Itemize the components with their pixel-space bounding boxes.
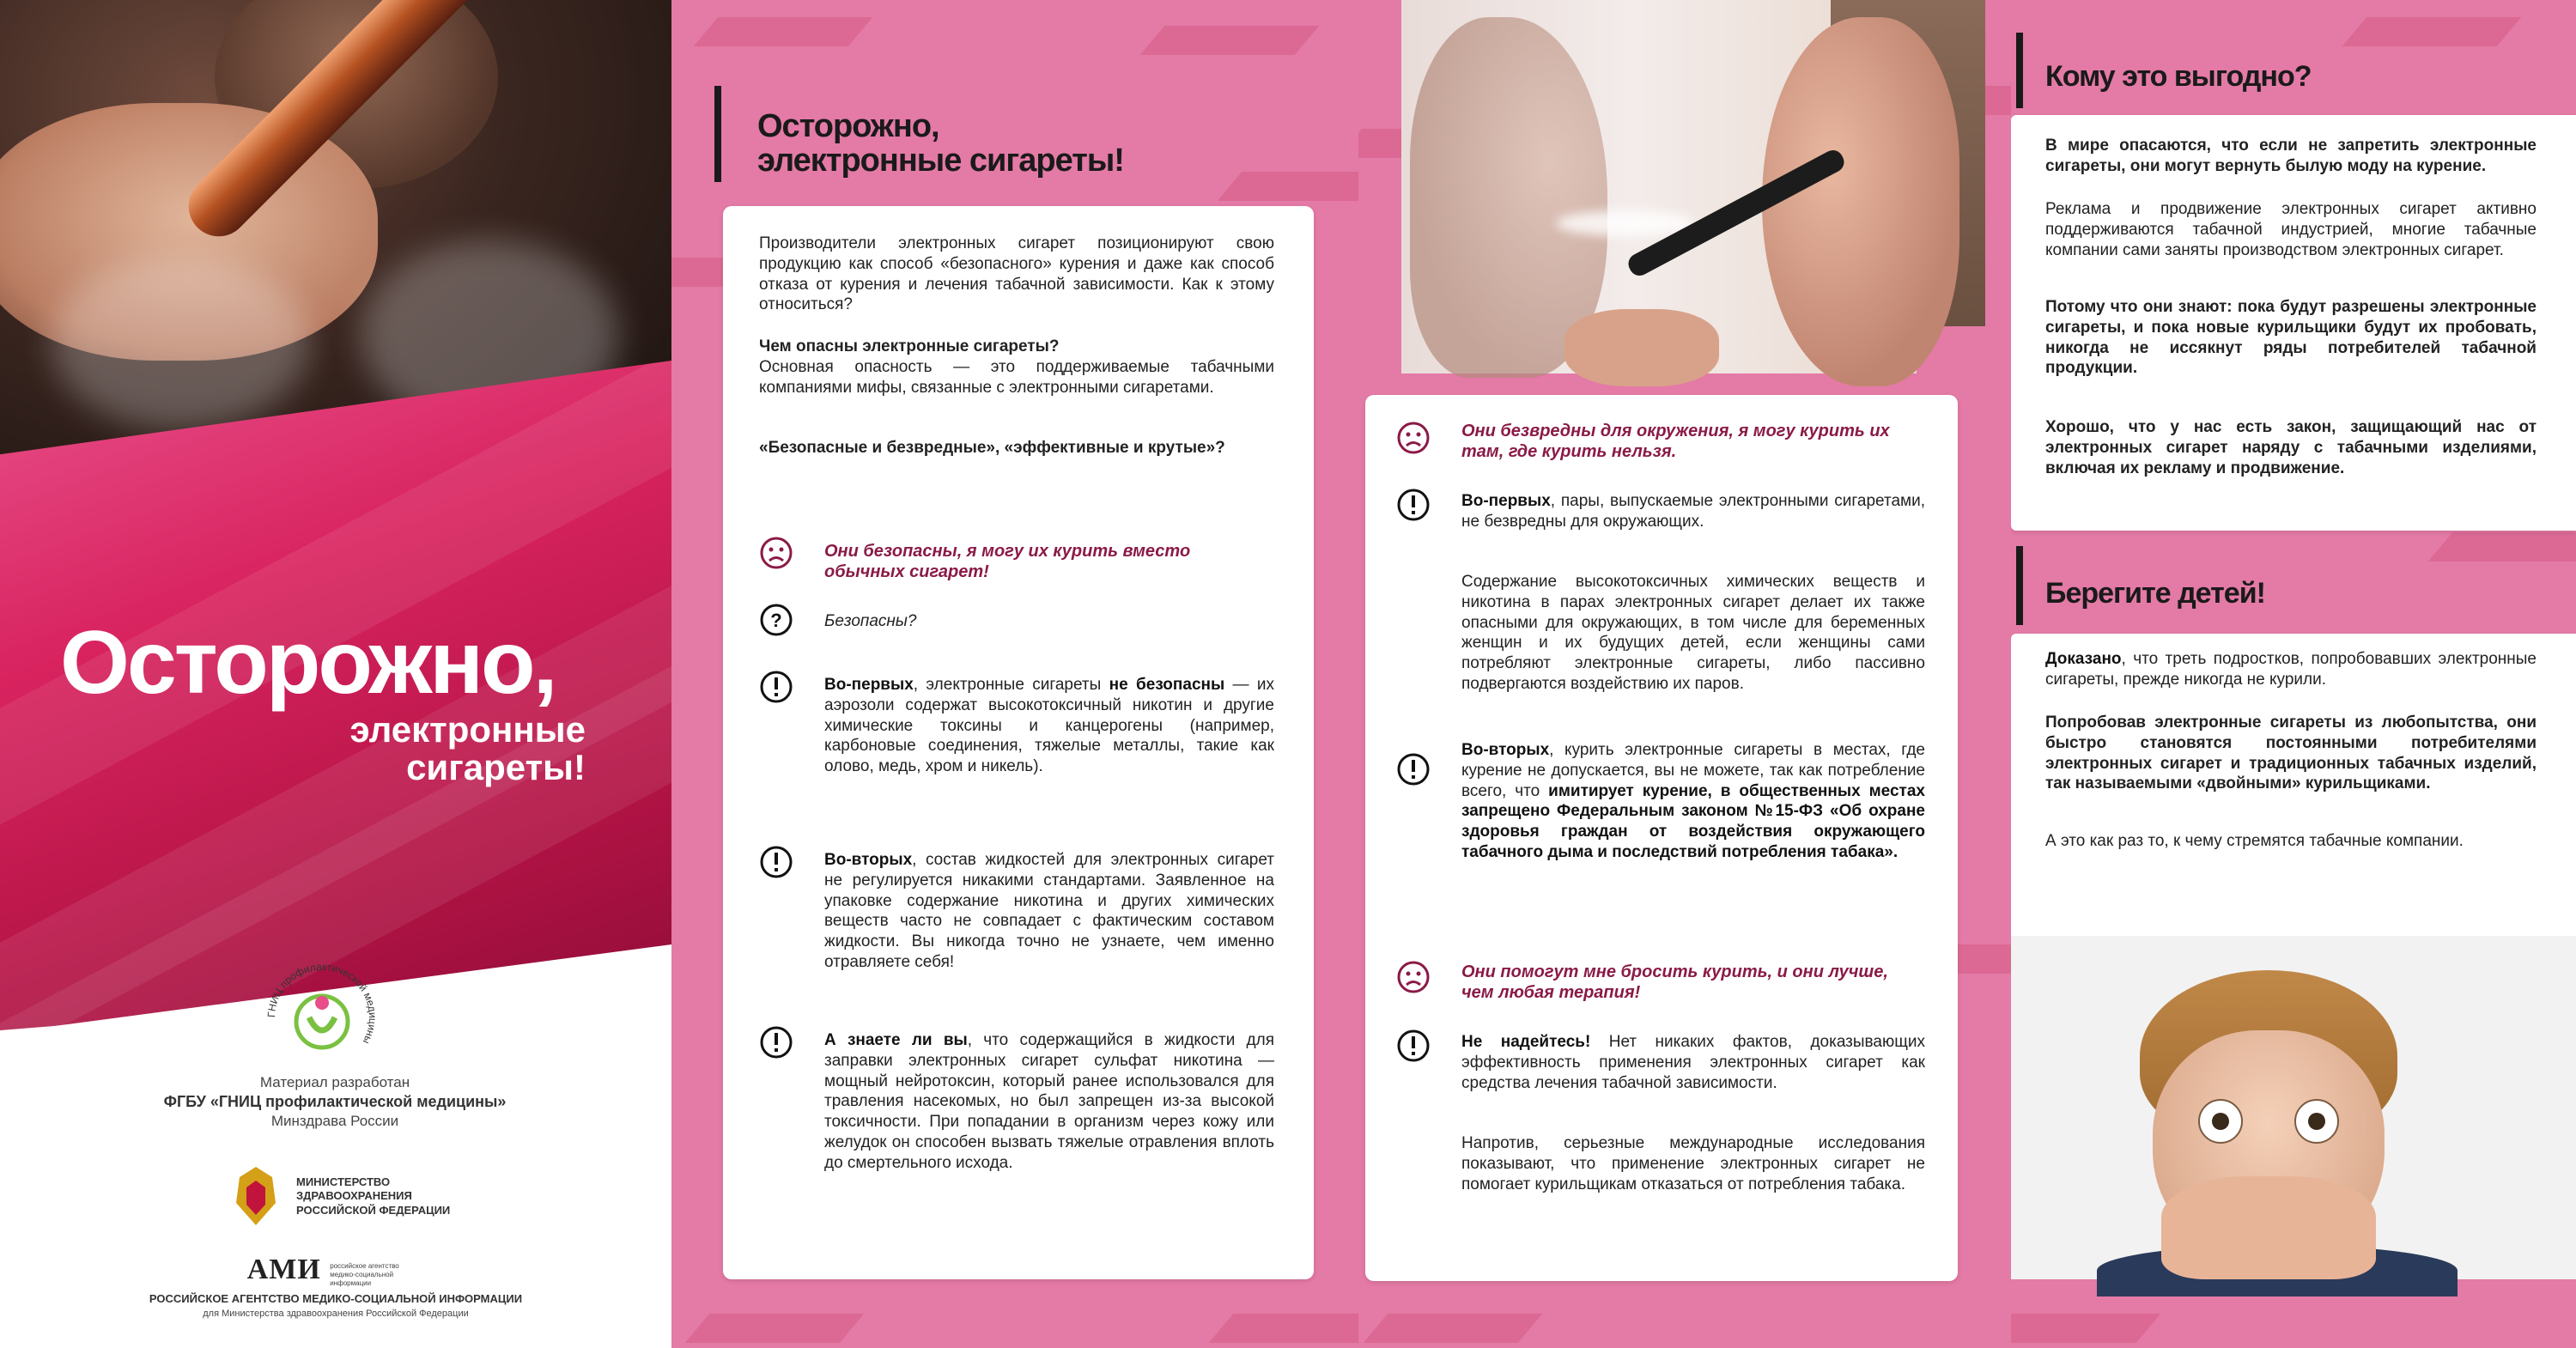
credit-block: Материал разработан ФГБУ «ГНИЦ профилактической медицины» Минздрава России <box>163 1074 507 1130</box>
myth-statement: Они помогут мне бросить курить, и они лучше, чем любая терапия! <box>1461 962 1888 1002</box>
fact-paragraph: Во-первых, пары, выпускаемые электронными сигаретами, не безвредны для окружающих. <box>1461 492 1925 531</box>
panel-who-benefits <box>2011 0 2576 1348</box>
content-card <box>2011 634 2576 936</box>
sad-face-icon <box>759 536 793 570</box>
panel-heading: Осторожно, электронные сигареты! <box>757 108 1124 179</box>
fact-paragraph: Во-первых, электронные сигареты не безопасны — их аэрозоли содержат высокотоксичный никотин и другие химические токсины и канцерогены (например, карбоновые соединения, тяжелые металлы, такие как олово, медь, хром и никель). <box>824 676 1275 775</box>
content-card <box>2011 115 2576 531</box>
exclamation-icon <box>1396 1029 1431 1063</box>
panel-myths-1 <box>671 0 1358 1348</box>
exclamation-icon <box>759 845 793 879</box>
body-paragraph: Реклама и продвижение электронных сигарет активно поддерживаются табачной индустрией, многие табачные компании сами заняты производством электронных сигарет. <box>2045 200 2537 259</box>
fact-paragraph: Напротив, серьезные международные исследования показывают, что применение электронных сигарет не помогает курильщикам отказаться от потребления табака. <box>1461 1134 1925 1193</box>
photo-passive-vaping <box>1401 0 1917 373</box>
exclamation-icon <box>759 670 793 704</box>
fact-paragraph: Во-вторых, состав жидкостей для электронных сигарет не регулируется никакими стандартами. Заявленное на упаковке содержание никотина и других химических веществ часто не совпадает с фактическим составом жидкости. Вы никогда точно не узнаете, чем именно отравляете себя! <box>824 851 1274 971</box>
myths-label: «Безопасные и безвредные», «эффективные и крутые»? <box>759 439 1225 457</box>
body-paragraph: Попробовав электронные сигареты из любопытства, они быстро становятся постоянными потребителями электронных сигарет и традиционных табачных изделий, так называемыми «двойными» курильщиками. <box>2045 713 2537 793</box>
danger-question: Чем опасны электронные сигареты? <box>759 337 1060 355</box>
content-card <box>723 206 1314 1279</box>
coat-of-arms-icon <box>228 1163 284 1229</box>
question-text: Безопасны? <box>824 612 917 630</box>
body-paragraph: А это как раз то, к чему стремятся табачные компании. <box>2045 832 2464 850</box>
heading-protect-children: Берегите детей! <box>2045 577 2265 610</box>
content-card <box>1365 395 1958 1281</box>
photo-scared-child <box>2011 936 2576 1279</box>
exclamation-icon <box>759 1025 793 1060</box>
question-icon <box>759 603 793 637</box>
ami-logo-block: АМИ российское агентство медико-социальной информации РОССИЙСКОЕ АГЕНТСТВО МЕДИКО-СОЦИАЛЬНОЙ ИНФОРМАЦИИ для Министерства здравоохранения Российской Федерации <box>149 1254 523 1320</box>
body-paragraph: Хорошо, что у нас есть закон, защищающий нас от электронных сигарет наряду с табачными изделиями, включая их рекламу и продвижение. <box>2045 418 2537 477</box>
heading-who-benefits: Кому это выгодно? <box>2045 60 2312 93</box>
body-paragraph: Доказано, что треть подростков, попробовавших электронные сигареты, прежде никогда не курили. <box>2045 650 2537 689</box>
cover-panel <box>0 0 671 1348</box>
panel-myths-2 <box>1358 0 2011 1348</box>
myth-statement: Они безвредны для окружения, я могу курить их там, где курить нельзя. <box>1461 422 1890 461</box>
cover-title: Осторожно, <box>60 613 556 713</box>
intro-text: Производители электронных сигарет позиционируют свою продукцию как способ «безопасного» курения и даже как способ отказа от курения и лечения табачной зависимости. Как к этому относиться? <box>759 234 1274 314</box>
svg-text:?: ? <box>770 610 782 631</box>
sad-face-icon <box>1396 960 1431 994</box>
fact-paragraph: А знаете ли вы, что содержащийся в жидкости для заправки электронных сигарет сульфат никотина — мощный нейротоксин, который ранее использовался для травления насекомых, но был запрещен из-за высокой токсичности. При попадании в организм через кожу или желудок он способен вызвать тяжелые отравления вплоть до смертельного исхода. <box>824 1031 1275 1172</box>
fact-paragraph: Во-вторых, курить электронные сигареты в местах, где курение не допускается, вы не можете, так как потребление всего, что имитирует курение, в общественных местах запрещено Федеральным законом №15-ФЗ «Об охране здоровья граждан от воздействия окружающего табачного дыма и последствий потребления табака». <box>1461 741 1925 861</box>
danger-answer: Основная опасность — это поддерживаемые табачными компаниями мифы, связанные с электронными сигаретами. <box>759 358 1274 397</box>
myth-statement: Они безопасны, я могу их курить вместо обычных сигарет! <box>824 542 1191 581</box>
fact-paragraph: Содержание высокотоксичных химических веществ и никотина в парах электронных сигарет делает их также опасными для окружающих, в том числе для беременных женщин и их будущих детей, если женщины сами потребляют электронные сигареты, либо пассивно подвергаются воздействию их паров. <box>1461 573 1925 693</box>
exclamation-icon <box>1396 752 1431 786</box>
sad-face-icon <box>1396 421 1431 455</box>
exclamation-icon <box>1396 488 1431 522</box>
svg-text:ГНИЦ профилактической медицины: ГНИЦ профилактической медицины <box>264 960 380 1047</box>
gnic-logo <box>258 953 386 1082</box>
body-paragraph: Потому что они знают: пока будут разрешены электронные сигареты, и пока новые курильщики будут их пробовать, никогда не иссякнут ряды потребителей табачной продукции. <box>2045 298 2537 378</box>
fact-paragraph: Не надейтесь! Нет никаких фактов, доказывающих эффективность применения электронных сигарет как средства лечения табачной зависимости. <box>1461 1033 1925 1092</box>
minzdrav-logo: МИНИСТЕРСТВО ЗДРАВООХРАНЕНИЯ РОССИЙСКОЙ ФЕДЕРАЦИИ <box>228 1163 485 1232</box>
cover-subtitle: электронные сигареты! <box>349 709 586 788</box>
body-paragraph: В мире опасаются, что если не запретить электронные сигареты, они могут вернуть былую моду на курение. <box>2045 137 2537 175</box>
ami-logo: АМИ <box>246 1254 321 1285</box>
